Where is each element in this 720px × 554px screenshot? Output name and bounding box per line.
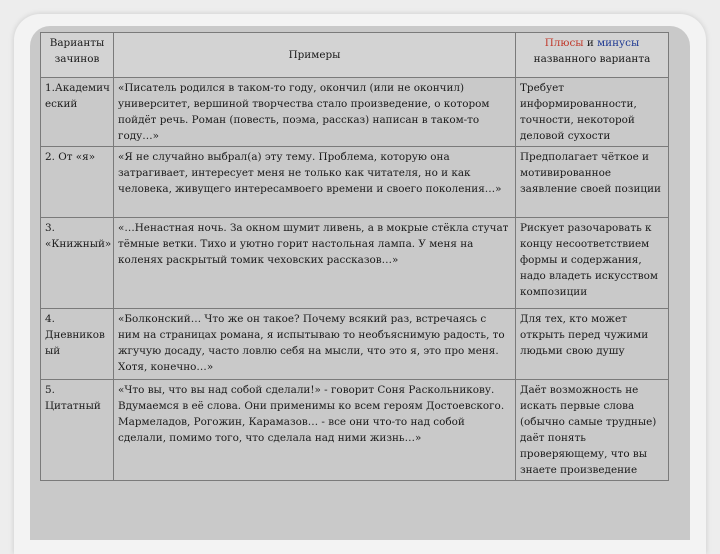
variant-cell: 1.Академический xyxy=(41,78,114,147)
assessment-cell: Предполагает чёткое и мотивированное заявление своей позиции xyxy=(516,147,669,218)
variant-cell: 4. Дневниковый xyxy=(41,309,114,380)
example-cell: «Болконский… Что же он такое? Почему всякий раз, встречаясь с ним на страницах романа, я испытываю то необъяснимую радость, то жгучую досаду, часто ловлю себя на мысли, что это я, это про меня. Хотя, конечно…» xyxy=(114,309,516,380)
header-rest: названного варианта xyxy=(533,53,651,65)
openings-table xyxy=(40,32,669,481)
table-header-row xyxy=(41,33,669,78)
assessment-cell: Рискует разочаровать к концу несоответствием формы и содержания, надо владеть искусством композиции xyxy=(516,218,669,309)
variant-cell: 2. От «я» xyxy=(41,147,114,218)
example-cell: «Писатель родился в таком-то году, окончил (или не окончил) университет, вершиной творчества стало произведение, о котором пойдёт речь. Роман (повесть, поэма, рассказ) написан в таком-то году…» xyxy=(114,78,516,147)
variant-cell: 5. Цитатный xyxy=(41,380,114,481)
header-variants: Варианты зачинов xyxy=(41,33,114,78)
assessment-cell: Требует информированности, точности, некоторой деловой сухости xyxy=(516,78,669,147)
header-minus: минусы xyxy=(597,37,640,49)
example-cell: «Я не случайно выбрал(а) эту тему. Проблема, которую она затрагивает, интересует меня не только как читателя, но и как человека, живущего интересамвоего времени и своего поколения…» xyxy=(114,147,516,218)
example-cell: «…Ненастная ночь. За окном шумит ливень, а в мокрые стёкла стучат тёмные ветки. Тихо и уютно горит настольная лампа. У меня на коленях раскрытый томик чеховских рассказов…» xyxy=(114,218,516,309)
variant-cell: 3. «Книжный» xyxy=(41,218,114,309)
table-row xyxy=(41,147,669,218)
header-examples: Примеры xyxy=(114,33,516,78)
table-row xyxy=(41,309,669,380)
header-pros-cons xyxy=(516,33,669,78)
header-plus: Плюсы xyxy=(544,37,584,49)
table-row xyxy=(41,78,669,147)
example-cell: «Что вы, что вы над собой сделали!» - говорит Соня Раскольникову. Вдумаемся в её слова. Они применимы ко всем героям Достоевского. Мармеладов, Рогожин, Карамазов… - все они что-то над собой сделали, помимо того, что сделала над ними жизнь…» xyxy=(114,380,516,481)
assessment-cell: Даёт возможность не искать первые слова (обычно самые трудные) даёт понять проверяющему, что вы знаете произведение xyxy=(516,380,669,481)
header-and: и xyxy=(583,37,598,49)
assessment-cell: Для тех, кто может открыть перед чужими людьми свою душу xyxy=(516,309,669,380)
table-row xyxy=(41,380,669,481)
table-row xyxy=(41,218,669,309)
